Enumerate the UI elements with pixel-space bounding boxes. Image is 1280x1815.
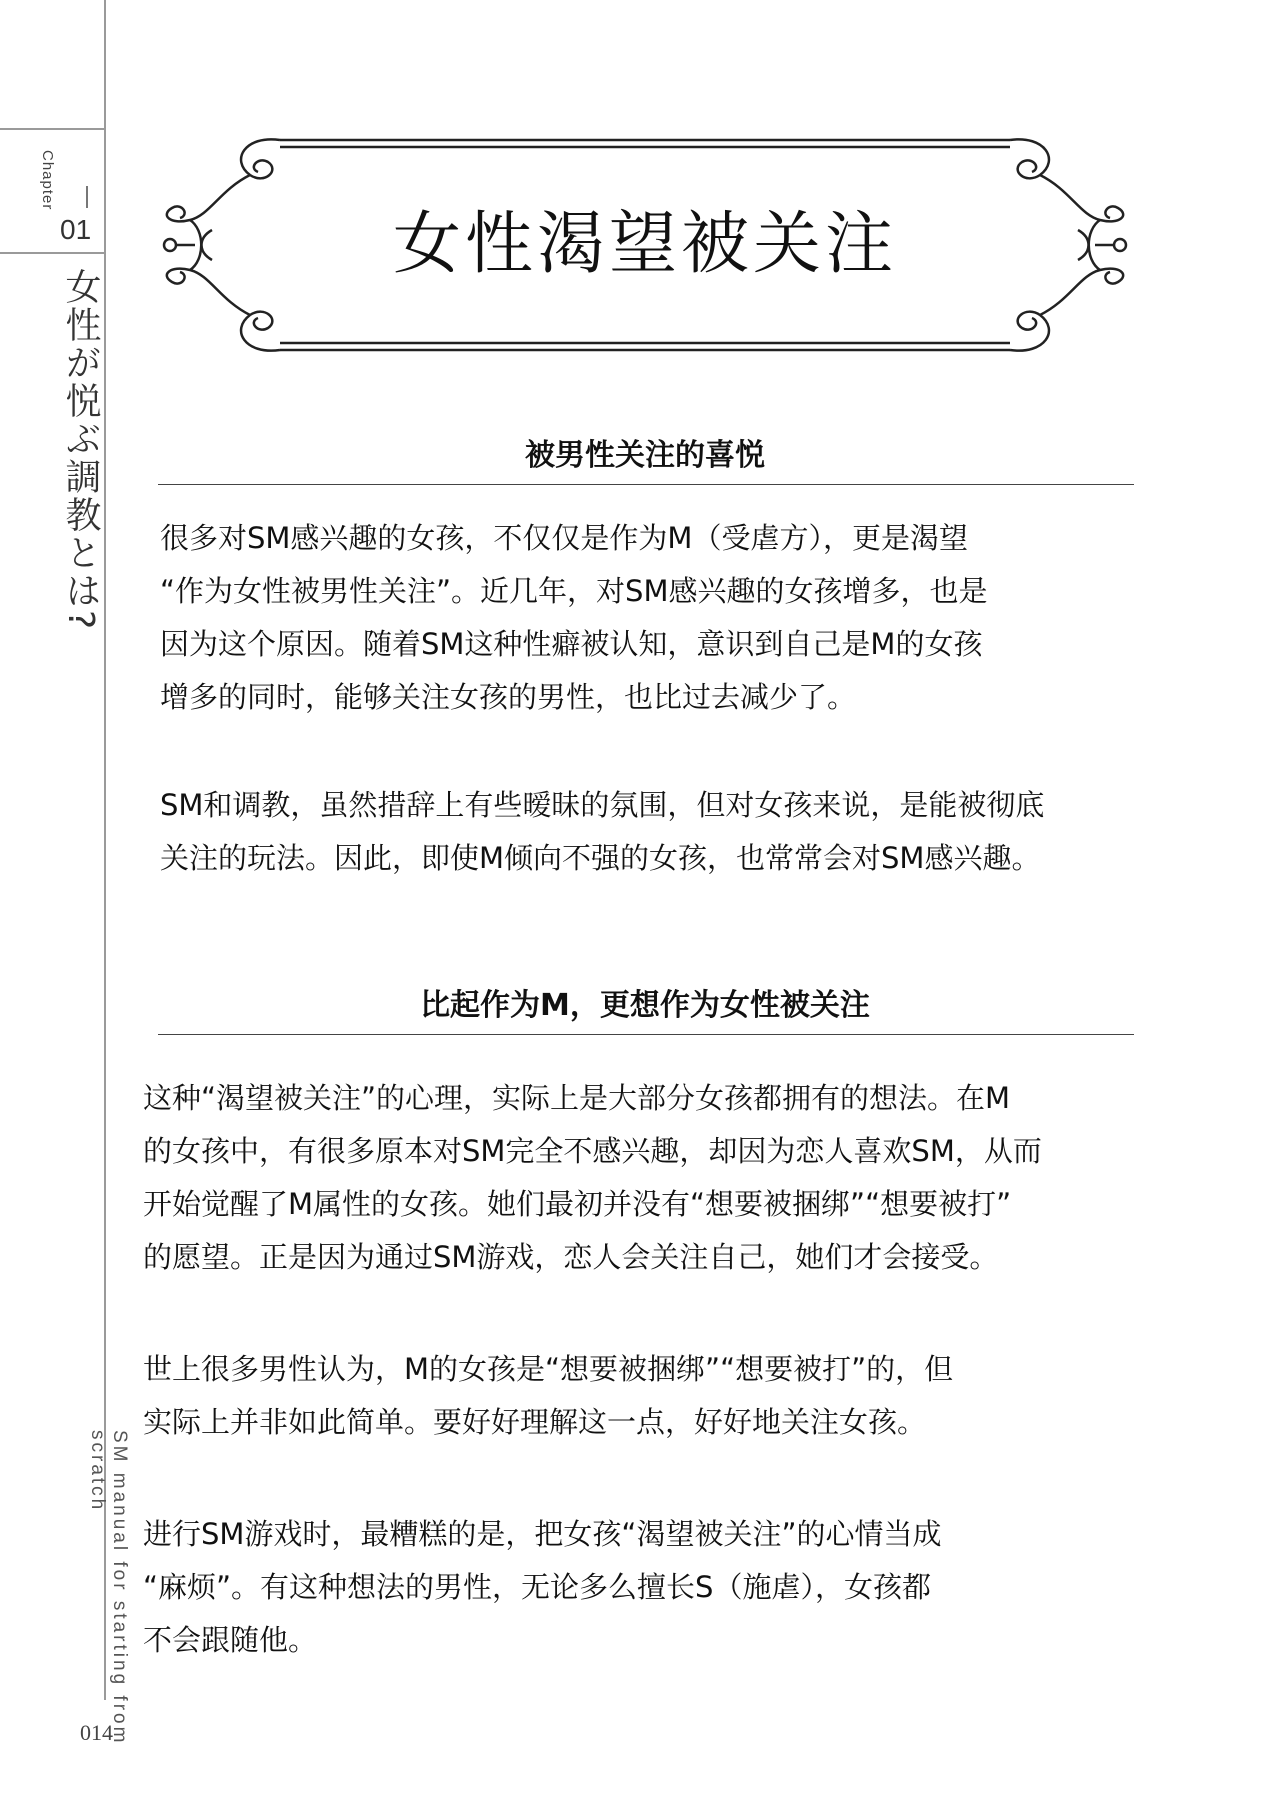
- section-heading-2: 比起作为M，更想作为女性被关注: [420, 988, 870, 1023]
- paragraph: [143, 1508, 941, 1667]
- text-line: 的女孩中，有很多原本对SM完全不感兴趣，却因为恋人喜欢SM，从而: [143, 1134, 1042, 1168]
- text-line: 不会跟随他。: [143, 1623, 318, 1657]
- sidebar-rule-bottom: [0, 252, 104, 254]
- text-line: 很多对SM感兴趣的女孩，不仅仅是作为M（受虐方），更是渴望: [160, 521, 968, 555]
- text-line: 进行SM游戏时，最糟糕的是，把女孩“渴望被关注”的心情当成: [143, 1517, 942, 1551]
- text-line: “麻烦”。有这种想法的男性，无论多么擅长S（施虐），女孩都: [143, 1570, 931, 1604]
- chapter-title: 女性が悦ぶ調教とは?: [60, 268, 101, 632]
- page-title: 女性渴望被关注: [392, 205, 897, 284]
- book-subtitle: SM manual for starting from scratch: [87, 1430, 130, 1746]
- chapter-label: Chapter: [39, 150, 56, 211]
- chapter-tick: [86, 186, 88, 208]
- paragraph: [143, 1343, 953, 1449]
- page-number: 014: [80, 1720, 113, 1745]
- text-line: 因为这个原因。随着SM这种性癖被认知，意识到自己是M的女孩: [160, 627, 983, 661]
- section-heading-1: 被男性关注的喜悦: [525, 438, 765, 473]
- paragraph: [160, 512, 987, 724]
- text-line: 开始觉醒了M属性的女孩。她们最初并没有“想要被捆绑”“想要被打”: [143, 1187, 1012, 1221]
- text-line: 这种“渴望被关注”的心理，实际上是大部分女孩都拥有的想法。在M: [143, 1081, 1011, 1115]
- paragraph: [160, 779, 1044, 885]
- text-line: SM和调教，虽然措辞上有些暧昧的氛围，但对女孩来说，是能被彻底: [160, 788, 1045, 822]
- text-line: 关注的玩法。因此，即使M倾向不强的女孩，也常常会对SM感兴趣。: [160, 841, 1041, 875]
- text-line: 增多的同时，能够关注女孩的男性，也比过去减少了。: [160, 680, 857, 714]
- sidebar-rule-top: [0, 128, 104, 130]
- text-line: “作为女性被男性关注”。近几年，对SM感兴趣的女孩增多，也是: [160, 574, 988, 608]
- text-line: 世上很多男性认为，M的女孩是“想要被捆绑”“想要被打”的，但: [143, 1352, 954, 1386]
- chapter-number: 01: [60, 214, 92, 245]
- paragraph: [143, 1072, 1042, 1284]
- section-rule-1: [158, 484, 1134, 485]
- section-rule-2: [158, 1034, 1134, 1035]
- text-line: 实际上并非如此简单。要好好理解这一点，好好地关注女孩。: [143, 1405, 927, 1439]
- text-line: 的愿望。正是因为通过SM游戏，恋人会关注自己，她们才会接受。: [143, 1240, 999, 1274]
